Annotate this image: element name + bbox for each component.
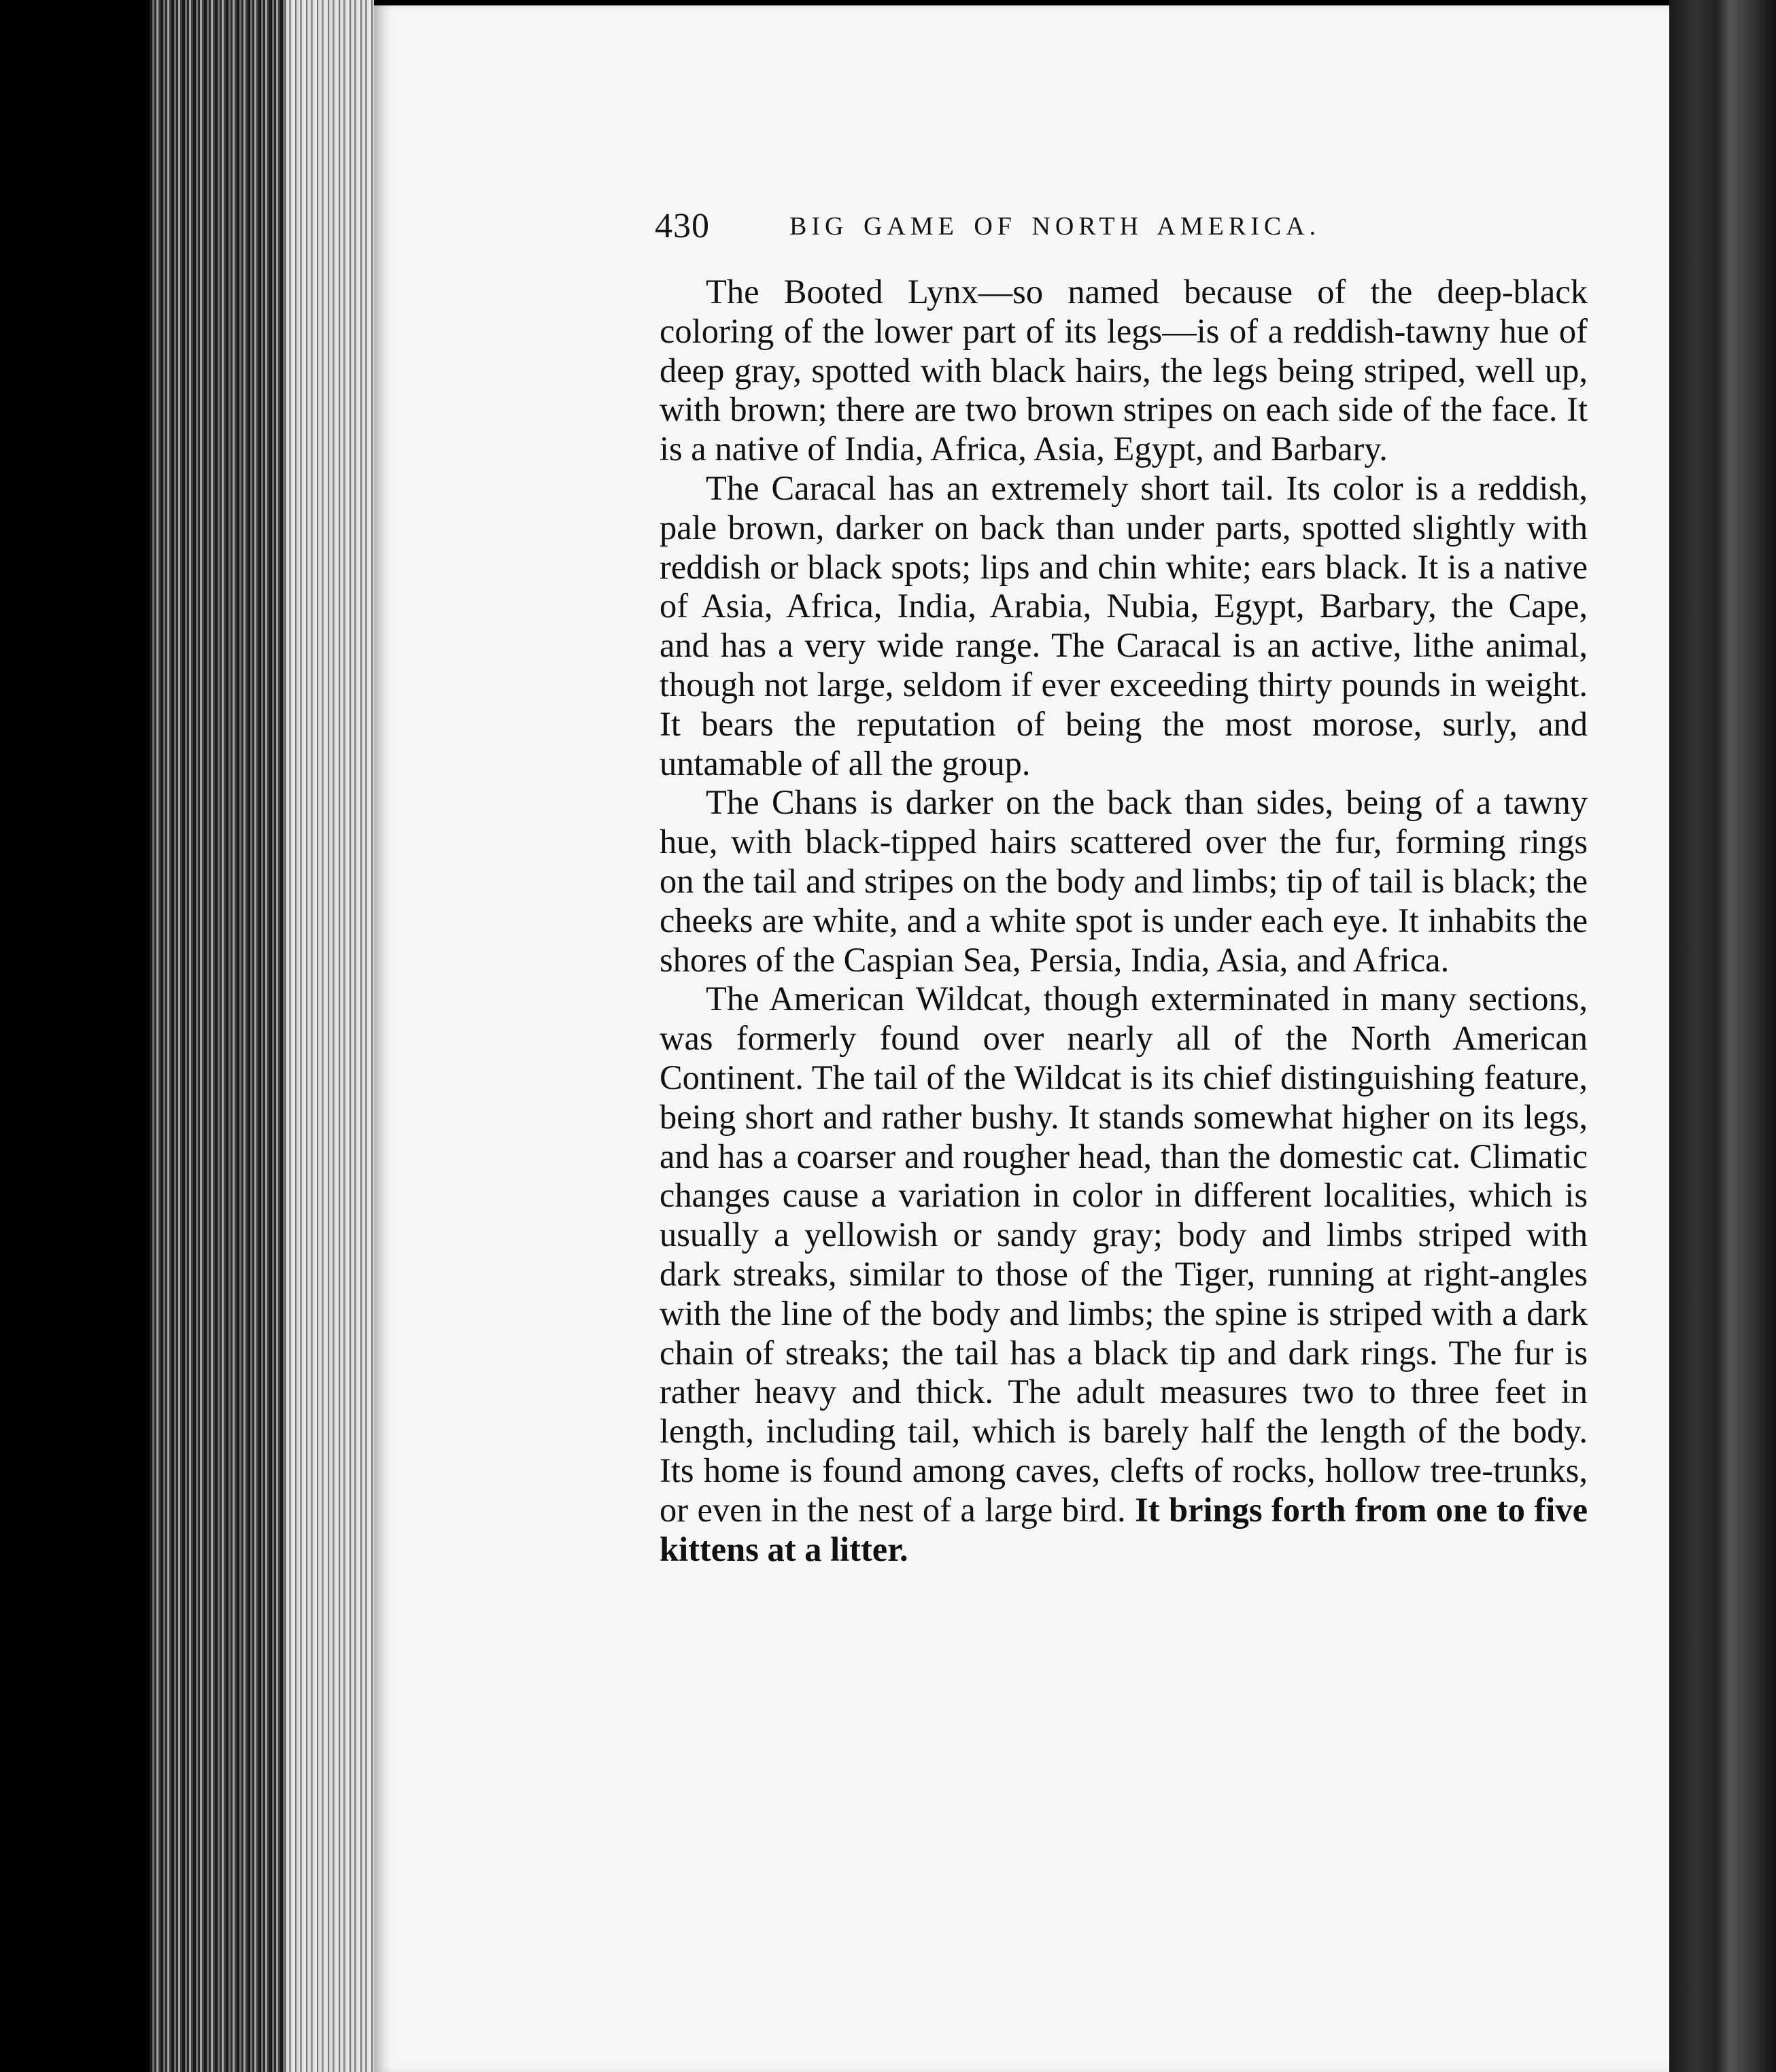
page-body: [660, 273, 1588, 1569]
paragraph-chans: The Chans is darker on the back than sides, being of a tawny hue, with black-tipped hairs scattered over the fur, forming rings on the tail and stripes on the body and limbs; tip of tail is black; the cheeks are white, and a white spot is under each eye. It inhabits the shores of the Caspian Sea, Persia, India, Asia, and Africa.: [660, 783, 1588, 979]
book-page-edges-light: [286, 0, 374, 2072]
paragraph-american-wildcat: [660, 980, 1588, 1569]
running-title: BIG GAME OF NORTH AMERICA.: [789, 212, 1321, 241]
wildcat-text: The American Wildcat, though exterminated in many sections, was formerly found over nearly all of the North American Continent. The tail of the Wildcat is its chief distinguishing feature, being short and rather bushy. It stands somewhat higher on its legs, and has a coarser and rougher head, than the domestic cat. Climatic changes cause a variation in color in different localities, which is usually a yellowish or sandy gray; body and limbs striped with dark streaks, similar to those of the Tiger, running at right-angles with the line of the body and limbs; the spine is striped with a dark chain of streaks; the tail has a black tip and dark rings. The fur is rather heavy and thick. The adult measures two to three feet in length, including tail, which is barely half the length of the body. Its home is found among caves, clefts of rocks, hollow tree-trunks, or even in the nest of a large bird.: [660, 980, 1588, 1529]
book-right-edge: [1669, 0, 1776, 2072]
page-number: 430: [655, 207, 710, 245]
paragraph-booted-lynx: The Booted Lynx—so named because of the deep-black coloring of the lower part of its legs—is of a reddish-tawny hue of deep gray, spotted with black hairs, the legs being striped, well up, with brown; there are two brown stripes on each side of the face. It is a native of India, Africa, Asia, Egypt, and Barbary.: [660, 273, 1588, 468]
wildcat-bold-text: It brings forth from one to five kittens at a litter.: [660, 1490, 1588, 1568]
paragraph-caracal: The Caracal has an extremely short tail. Its color is a reddish, pale brown, darker on back than under parts, spotted slightly with reddish or black spots; lips and chin white; ears black. It is a native of Asia, Africa, India, Arabia, Nubia, Egypt, Barbary, the Cape, and has a very wide range. The Caracal is an active, lithe animal, though not large, seldom if ever exceeding thirty pounds in weight. It bears the reputation of being the most morose, surly, and untamable of all the group.: [660, 468, 1588, 782]
book-page: [374, 5, 1669, 2072]
page-header: [655, 206, 1715, 260]
